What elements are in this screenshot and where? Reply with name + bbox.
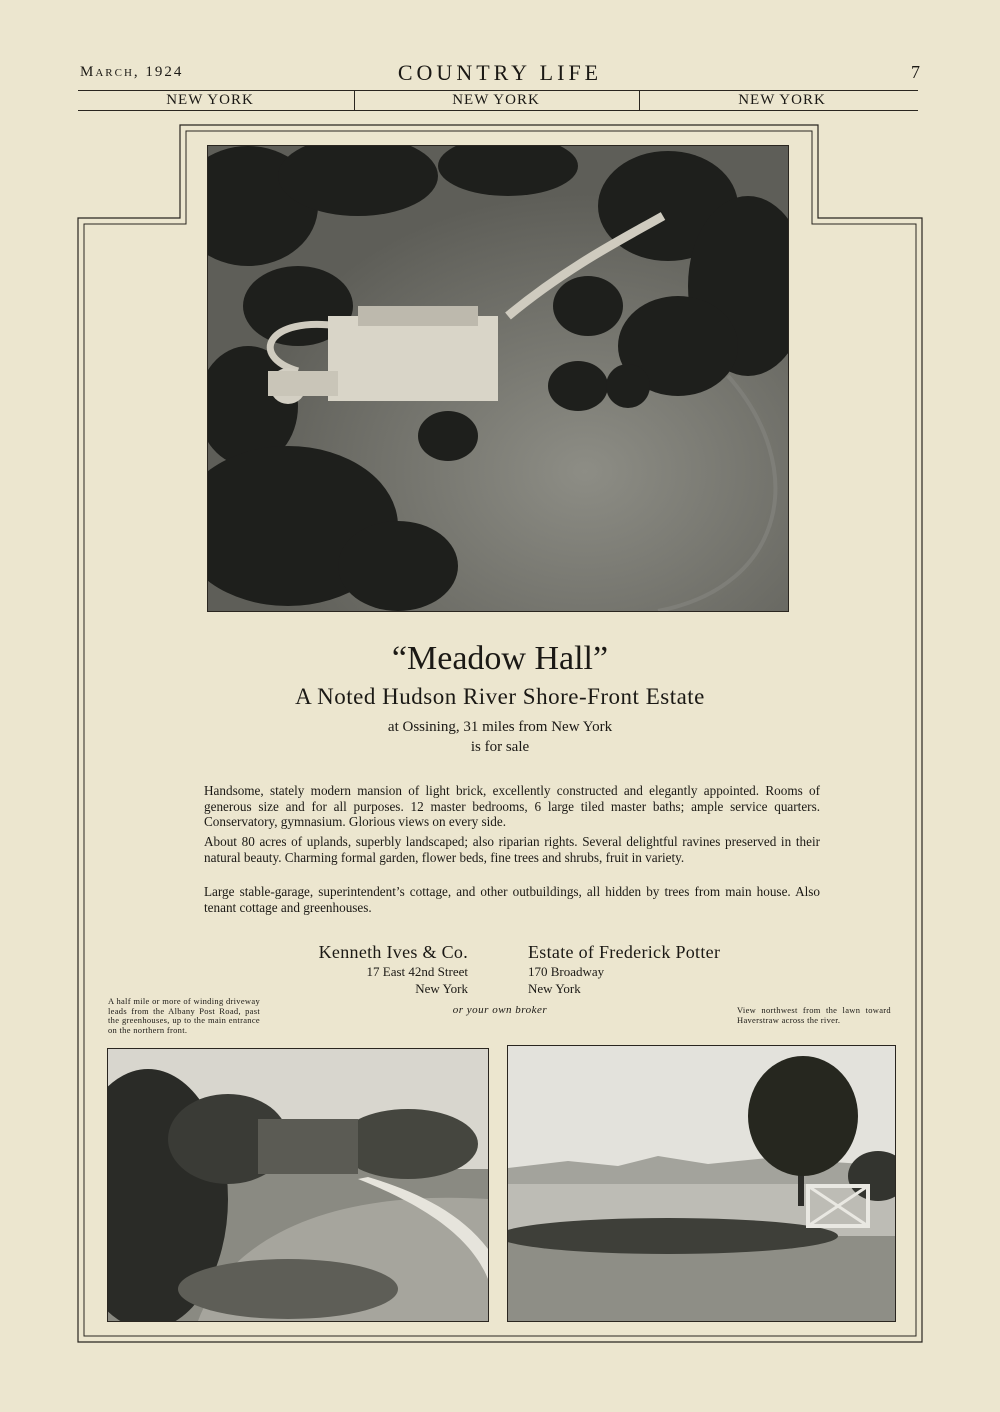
estate-location: at Ossining, 31 miles from New York — [387, 719, 613, 735]
sale-status: is for sale — [470, 739, 530, 755]
broker-contact — [528, 942, 828, 997]
header-rule-bottom — [78, 110, 918, 111]
broker-name: Estate of Frederick Potter — [528, 942, 721, 962]
driveway-caption: A half mile or more of winding driveway leads from the Albany Post Road, past the greenhouses, up to the main entrance on the northern front. — [108, 996, 260, 1035]
description-paragraph: Handsome, stately modern mansion of light brick, excellently constructed and elegantly appointed. Rooms of generous size and for all purposes. 12 master bedrooms, 6 large tiled master baths; ample service quarters. Conservatory, gymnasium. Glorious views on every side. — [204, 783, 820, 829]
issue-date: March, 1924 — [80, 64, 184, 80]
estate-title: “Meadow Hall” — [391, 640, 609, 677]
river-view-photo — [507, 1045, 896, 1322]
river-view-caption: View northwest from the lawn toward Haverstraw across the river. — [737, 1005, 891, 1025]
broker-address: 170 Broadway — [528, 964, 605, 979]
column-divider — [639, 91, 640, 111]
column-label-center: NEW YORK — [452, 92, 540, 108]
header-rule-top — [78, 90, 918, 91]
own-broker-note: or your own broker — [452, 1004, 548, 1016]
column-divider — [354, 91, 355, 111]
broker-name: Kenneth Ives & Co. — [318, 942, 468, 962]
description-paragraph: Large stable-garage, superintendent’s cottage, and other outbuildings, all hidden by trees from main house. Also tenant cottage and greenhouses. — [204, 884, 820, 915]
broker-address: 17 East 42nd Street — [366, 964, 468, 979]
broker-city: New York — [415, 981, 468, 996]
description-paragraph: About 80 acres of uplands, superbly landscaped; also riparian rights. Several delightful ravines preserved in their natural beauty. Charming formal garden, flower beds, fine trees and shrubs, fruit in variety. — [204, 834, 820, 865]
aerial-estate-photo — [207, 145, 789, 612]
column-label-right: NEW YORK — [738, 92, 826, 108]
driveway-photo — [107, 1048, 489, 1322]
column-label-left: NEW YORK — [166, 92, 254, 108]
broker-contact — [230, 942, 468, 997]
estate-subtitle: A Noted Hudson River Shore-Front Estate — [295, 684, 705, 709]
broker-city: New York — [528, 981, 581, 996]
magazine-title: COUNTRY LIFE — [397, 60, 603, 85]
page-number: 7 — [911, 62, 920, 82]
